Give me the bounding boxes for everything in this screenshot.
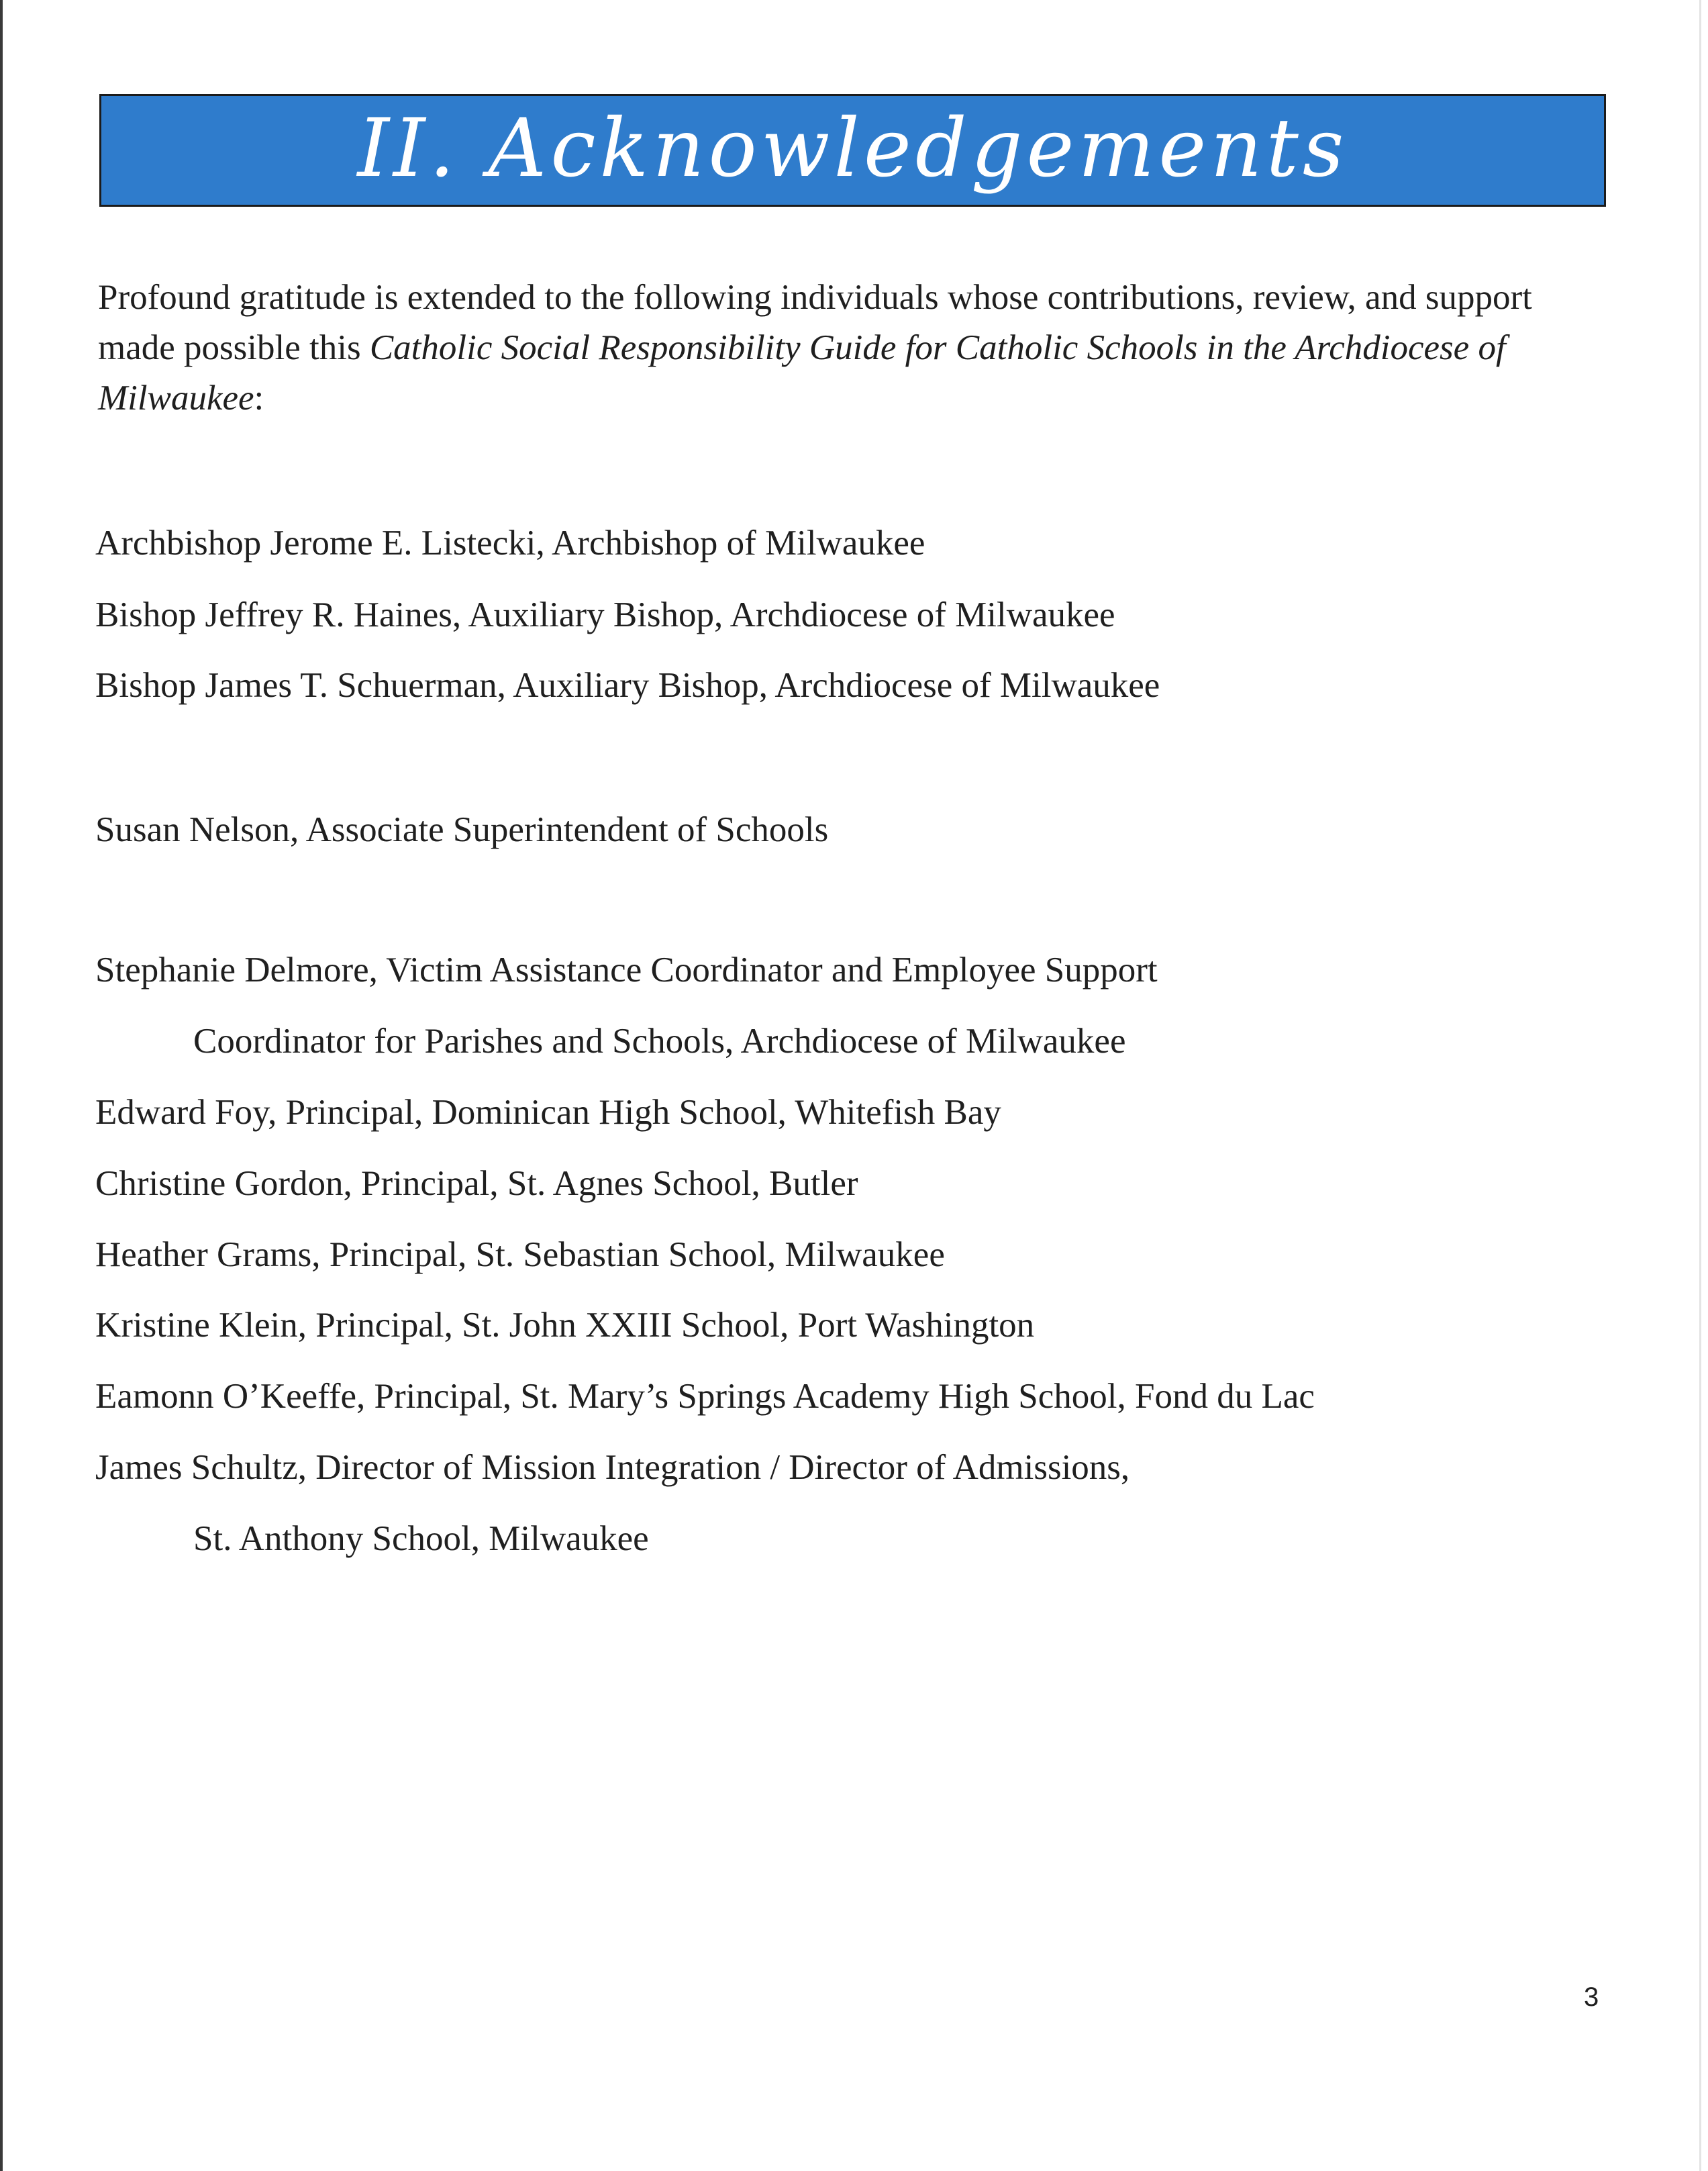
acknowledgement-line: Coordinator for Parishes and Schools, Archdiocese of Milwaukee	[193, 1022, 1126, 1061]
intro-paragraph	[98, 273, 1601, 424]
guide-title: Catholic Social Responsibility Guide for Catholic Schools in the Archdiocese of Milwaukee	[98, 328, 1506, 418]
acknowledgement-line: St. Anthony School, Milwaukee	[193, 1519, 649, 1558]
acknowledgement-line: Christine Gordon, Principal, St. Agnes School, Butler	[95, 1164, 858, 1203]
acknowledgement-line: James Schultz, Director of Mission Integration / Director of Admissions,	[95, 1448, 1130, 1487]
acknowledgement-line: Kristine Klein, Principal, St. John XXIII School, Port Washington	[95, 1306, 1035, 1345]
acknowledgement-line: Edward Foy, Principal, Dominican High School, Whitefish Bay	[95, 1093, 1001, 1132]
acknowledgement-line: Bishop Jeffrey R. Haines, Auxiliary Bishop, Archdiocese of Milwaukee	[95, 595, 1115, 634]
page-right-edge	[1699, 0, 1701, 2171]
acknowledgement-line: Archbishop Jerome E. Listecki, Archbishop of Milwaukee	[95, 524, 925, 563]
acknowledgement-line: Stephanie Delmore, Victim Assistance Coordinator and Employee Support	[95, 951, 1158, 990]
acknowledgement-line: Heather Grams, Principal, St. Sebastian School, Milwaukee	[95, 1235, 945, 1274]
acknowledgement-line: Bishop James T. Schuerman, Auxiliary Bishop, Archdiocese of Milwaukee	[95, 666, 1160, 705]
acknowledgement-line: Susan Nelson, Associate Superintendent of Schools	[95, 810, 829, 849]
page-left-edge	[0, 0, 3, 2171]
intro-text: Profound gratitude is extended to the following individuals whose contributions, review, and support made possible this	[98, 278, 1532, 367]
section-title-banner	[99, 94, 1606, 207]
acknowledgement-line: Eamonn O’Keeffe, Principal, St. Mary’s Springs Academy High School, Fond du Lac	[95, 1377, 1315, 1416]
page-number: 3	[1584, 1982, 1599, 2012]
section-title: II. Acknowledgements	[357, 102, 1348, 195]
intro-colon: :	[254, 379, 264, 418]
